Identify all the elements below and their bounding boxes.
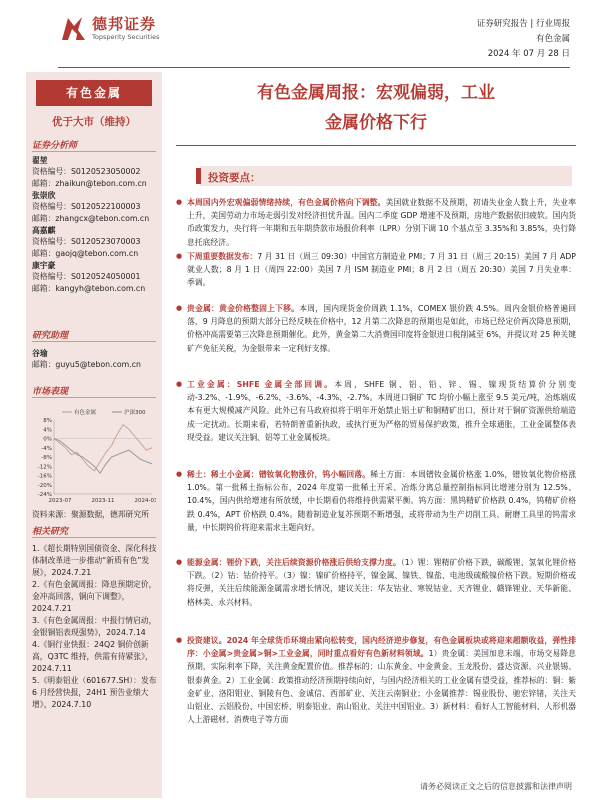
related-item[interactable]: 5.《明泰铝业（601677.SH）：发布 6 月经营快报，24H1 预告业绩大增》，2024.7.10 (32, 676, 157, 709)
bullet-body: 本周，SHFE 铜、铝、铅、锌、锡、镍现货结算价分别变动-3.2%、-1.9%、-6.2%、-3.6%、-4.3%、-2.7%。本周进口铜矿 TC 均价小幅上涨至 9.5 美元/吨，冶炼端成本有更大规模减产风险。此外已有马政府拟将于明年开始禁止铝土矿和铜精矿出口，预计对于铜矿资源供给端造成一定扰动。长期来看，若特朗普重新执政，或执行更为严格的贸易保护政策，推升全球通胀，工业金属整体表现受益。建议关注铜、铝等工业金属板块。 (187, 380, 576, 442)
bullet-lead: 下周重要数据发布： (187, 252, 258, 261)
related-section-title: 相关研究 (32, 527, 69, 537)
x-tick-label: 2024-03 (134, 498, 156, 504)
chart-source: 资料来源：聚源数据，德邦研究所 (32, 510, 149, 519)
analyst-name: 翟堃 (32, 156, 48, 165)
bullet-marker-icon: ● (176, 304, 183, 312)
bullet-3 (176, 302, 576, 355)
analyst-3 (32, 225, 140, 259)
bullet-body: 稀土方面：本周镨钕金属价格涨 1.0%，镨钕氧化物价格涨 1.0%。第一批稀土指标公布，2024 年度第一批稀土开采、冶炼分离总量控制指标同比增速分别为 12.5%、10.4%，国内供给增速有所放缓，中长期看仍将维持供需紧平衡。钨方面：黑钨精矿价格跌 0.4%，钨精矿价格跌 0.4%，APT 价格跌 0.4%。随着制造业复苏预期不断增强，或将带动为生产切削工具、耐磨工具里的钨需求量，中长期钨价将迎来需求主题向好。 (187, 470, 576, 532)
key-points-marker (196, 168, 201, 184)
bullet-body: 7 月 31 日（周三 09:30）中国官方制造业 PMI；7 月 31 日（周三 20:15）美国 7 月 ADP 就业人数；8 月 1 日（周四 22:00）美国 7 月 ISM 制造业 PMI；8 月 2 日（周五 20:30）美国 7 月失业率：季调。 (187, 252, 577, 288)
y-tick-label: -24% (37, 492, 52, 498)
assistant-name: 谷瑜 (32, 349, 48, 358)
logo-mark-icon (58, 14, 88, 44)
related-item[interactable]: 1.《超长期特别国债资金、深化科技体制改革进一步推动“新质有色”发展》，2024.7.21 (32, 544, 157, 577)
bullet-2 (176, 250, 576, 290)
y-tick-label: -20% (37, 482, 52, 489)
analyst-4 (32, 260, 145, 294)
key-points-title: 投资要点： (208, 172, 261, 184)
bullet-lead: 稀土：稀土小金属：镨钕氧化物涨价，钨小幅回落。 (187, 470, 371, 479)
title-line-2: 金属价格下行 (325, 113, 427, 133)
assistant (32, 348, 141, 371)
y-tick-label: 8% (43, 418, 52, 424)
x-tick-label: 2023-07 (48, 498, 72, 504)
footer-disclaimer: 请务必阅读正文之后的信息披露和法律声明 (420, 782, 572, 791)
section-divider (32, 397, 156, 398)
brand-logo (58, 14, 159, 44)
bullet-body: 美国就业数据不及预期，初请失业金人数上升，失业率上升，美国劳动力市场走弱引发对经济担忧升温。国内二季度 GDP 增速不及预期，房地产数据依旧疲软。国内货币政策发力，央行将一年期和五年期贷款市场报价利率（LPR）分别下调 10 个基点至 3.35%和 3.85%，央行降息托底经济。 (187, 198, 577, 247)
analyst-email[interactable]: 邮箱：kangyh@tebon.com.cn (32, 283, 146, 293)
title-divider (176, 145, 576, 146)
bullet-lead: 投资建议。2024 年全球货币环境由紧向松转变，国内经济逆步修复，有色金属板块或将迎来超额收益，弹性排序：小金属>贵金属>铜>工业金属，同时重点看好有色新材料领域。 (187, 636, 576, 659)
series-line-2 (54, 439, 152, 474)
bullet-lead: 工业金属：SHFE 金属全部回调。 (187, 380, 335, 389)
legend-label: 沪深300 (124, 410, 146, 416)
bullet-lead: 贵金属：黄金价格整固上下移。 (187, 304, 300, 313)
bullet-body: 1）贵金属：美国加息末端，市场交易降息预期，实际利率下降，关注黄金配置价值。推荐标的：山东黄金、中金黄金、玉龙股份、盛达资源、兴业银锡、银泰黄金。2）工业金属：政策推动经济预期持续向好，与国内经济相关的工业金属有望受益，推荐标的：铜：紫金矿业、洛阳钼业、铜陵有色、金诚信、西部矿业、关注云南铜业；小金属推荐：锡业股份、驰宏锌锗，关注天山铝业、云铝股份、中国宏桥、明泰铝业、南山铝业、关注中国铝业。3）新材料：看好人工智能材料、人形机器人上游磁材、消费电子等方面 (187, 649, 576, 725)
analyst-2 (32, 190, 149, 224)
brand-name-en: Topsperity Securities (92, 33, 160, 41)
industry-badge: 有色金属 (36, 80, 152, 106)
related-item[interactable]: 4.《铜行业快报：24Q2 铜价创新高，Q3TC 维持，供需有待紧张》，2024.7.11 (32, 640, 153, 673)
analyst-email[interactable]: 邮箱：gaojq@tebon.com.cn (32, 248, 139, 258)
bullet-marker-icon: ● (176, 558, 183, 566)
analyst-cert: 资格编号：S0120522100003 (32, 202, 141, 212)
y-tick-label: -16% (37, 473, 52, 480)
rating: 优于大市（维持） (52, 116, 136, 128)
y-tick-label: -8% (41, 455, 52, 461)
title-line-1: 有色金属周报：宏观偏弱，工业 (257, 83, 495, 103)
y-tick-label: 0% (43, 436, 52, 443)
analyst-cert: 资格编号：S0120523070003 (32, 237, 141, 247)
market-section-title: 市场表现 (32, 387, 69, 397)
bullet-6 (176, 556, 576, 609)
report-meta (477, 17, 570, 62)
market-chart (32, 406, 156, 506)
assistant-email[interactable]: 邮箱：guyu5@tebon.com.cn (32, 360, 141, 370)
legend-label: 有色金属 (74, 410, 97, 416)
bullet-1 (176, 196, 576, 249)
bullet-marker-icon: ● (176, 636, 183, 644)
bullet-marker-icon: ● (176, 252, 183, 260)
analyst-name: 高嘉麒 (32, 226, 56, 235)
section-divider (32, 537, 156, 538)
brand-name: 德邦证券 (92, 15, 157, 33)
analyst-cert: 资格编号：S0120523050002 (32, 167, 141, 177)
page-title (176, 78, 576, 138)
y-tick-label: -12% (37, 464, 52, 471)
report-type: 证券研究报告 | 行业周报 (476, 19, 570, 29)
bullet-marker-icon: ● (176, 380, 183, 388)
bullet-marker-icon: ● (176, 470, 183, 478)
analyst-name: 张崇欣 (32, 191, 56, 200)
sidebar (26, 72, 162, 798)
bullet-marker-icon: ● (176, 198, 183, 206)
related-item[interactable]: 3.《有色金属周报：中报行情启动，金银铜铝表现强势》，2024.7.14 (32, 616, 157, 637)
x-tick-label: 2023-11 (91, 498, 115, 504)
bullet-5 (176, 468, 576, 534)
analyst-name: 康宇豪 (32, 261, 56, 270)
report-date: 2024 年 07 月 28 日 (487, 49, 570, 59)
assistant-section-title: 研究助理 (32, 331, 69, 341)
analyst-email[interactable]: 邮箱：zhaikun@tebon.com.cn (32, 178, 147, 188)
analyst-section-title: 证券分析师 (32, 141, 78, 151)
analyst-cert: 资格编号：S0120524050001 (32, 272, 141, 282)
y-tick-label: -4% (41, 445, 52, 452)
analyst-email[interactable]: 邮箱：zhangcx@tebon.com.cn (32, 213, 150, 223)
report-industry: 有色金属 (535, 34, 570, 44)
market-chart-svg (32, 406, 156, 506)
section-divider (32, 151, 156, 152)
header-divider (58, 67, 570, 68)
related-item[interactable]: 2.《有色金属周报：降息预期定价，金冲高回落，铜向下调整》，2024.7.21 (32, 580, 157, 613)
analyst-1 (32, 155, 147, 189)
section-divider (32, 341, 156, 342)
bullet-lead: 本周国内外宏观偏弱情绪持续，有色金属价格向下调整。 (187, 198, 386, 207)
y-tick-label: 4% (43, 427, 52, 434)
bullet-body: （1）锂：锂精矿价格下跌，碳酸锂、氢氧化锂价格下跌。（2）钴：钴价持平。（3）镍：镍矿价格持平，镍金属、镍铁、镍盐、电池级硫酸镍价格下跌。短期价格或将反弹，关注后续能源金属需求增长情况，建议关注：华友钴业、寒锐钴业、天齐锂业、赣锋锂业、天华新能、格林美、永兴材料。 (187, 558, 577, 607)
bullet-body: 本周，国内现货金价周跌 1.1%，COMEX 银价跌 4.5%。周内金银价格普遍回落，9 月降息的预期大部分已经反映在价格中，12 月第二次降息的预期也是如此，市场已经定价两次降息预期，价格冲高需要第三次降息预期催化。此外，黄金第二大消费国印度将金银进口税削减至 6%，并提议对 25 种关键矿产免征关税，为金银带来一定利好支撑。 (187, 304, 577, 353)
bullet-7 (176, 634, 576, 726)
bullet-lead: 能源金属：锂价下跌，关注后续资源价格涨后供给支撑力度。 (187, 558, 401, 567)
related-list (32, 543, 158, 711)
bullet-4 (176, 378, 576, 444)
